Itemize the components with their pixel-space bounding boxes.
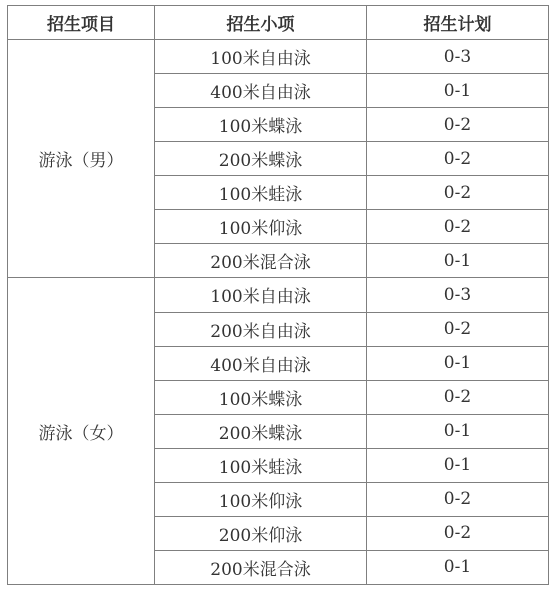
table-body (8, 40, 549, 585)
plan-cell: 0-1 (367, 550, 549, 584)
plan-cell: 0-1 (367, 346, 549, 380)
group-name-cell: 游泳（女） (8, 278, 155, 585)
sub-item-cell: 100米仰泳 (155, 210, 367, 244)
plan-cell: 0-1 (367, 448, 549, 482)
sub-item-cell: 100米蝶泳 (155, 108, 367, 142)
plan-cell: 0-2 (367, 176, 549, 210)
header-project: 招生项目 (8, 6, 155, 40)
recruitment-table-container (7, 5, 548, 585)
plan-cell: 0-3 (367, 278, 549, 312)
sub-item-cell: 200米混合泳 (155, 550, 367, 584)
group-name-cell: 游泳（男） (8, 40, 155, 278)
plan-cell: 0-2 (367, 142, 549, 176)
sub-item-cell: 400米自由泳 (155, 346, 367, 380)
header-sub-item: 招生小项 (155, 6, 367, 40)
plan-cell: 0-2 (367, 380, 549, 414)
plan-cell: 0-2 (367, 482, 549, 516)
plan-cell: 0-2 (367, 108, 549, 142)
sub-item-cell: 100米蛙泳 (155, 176, 367, 210)
recruitment-table (7, 5, 549, 585)
plan-cell: 0-2 (367, 312, 549, 346)
plan-cell: 0-2 (367, 516, 549, 550)
table-row (8, 40, 549, 74)
sub-item-cell: 100米蝶泳 (155, 380, 367, 414)
sub-item-cell: 200米蝶泳 (155, 142, 367, 176)
table-header-row (8, 6, 549, 40)
plan-cell: 0-1 (367, 244, 549, 278)
table-row (8, 278, 549, 312)
sub-item-cell: 100米自由泳 (155, 278, 367, 312)
sub-item-cell: 200米蝶泳 (155, 414, 367, 448)
plan-cell: 0-3 (367, 40, 549, 74)
header-plan: 招生计划 (367, 6, 549, 40)
plan-cell: 0-1 (367, 74, 549, 108)
sub-item-cell: 100米蛙泳 (155, 448, 367, 482)
sub-item-cell: 100米自由泳 (155, 40, 367, 74)
sub-item-cell: 400米自由泳 (155, 74, 367, 108)
plan-cell: 0-1 (367, 414, 549, 448)
sub-item-cell: 200米混合泳 (155, 244, 367, 278)
sub-item-cell: 100米仰泳 (155, 482, 367, 516)
sub-item-cell: 200米自由泳 (155, 312, 367, 346)
plan-cell: 0-2 (367, 210, 549, 244)
sub-item-cell: 200米仰泳 (155, 516, 367, 550)
